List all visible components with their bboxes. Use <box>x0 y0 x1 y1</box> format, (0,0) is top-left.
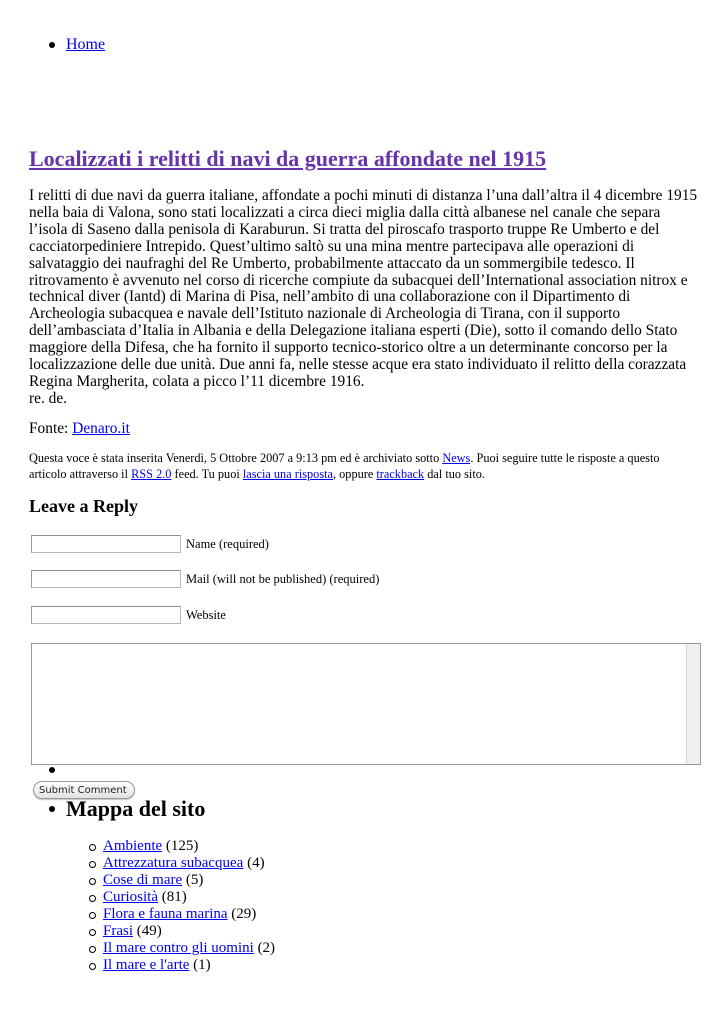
post-source <box>29 420 130 438</box>
submit-comment-button[interactable]: Submit Comment <box>33 781 135 799</box>
comment-textarea[interactable] <box>31 643 701 765</box>
post-meta <box>29 451 699 482</box>
sitemap-title: Mappa del sito <box>66 796 206 821</box>
comment-scrollbar[interactable] <box>686 644 700 764</box>
category-count: (5) <box>185 872 204 888</box>
category-list <box>103 838 275 974</box>
source-link[interactable]: Denaro.it <box>72 420 130 437</box>
category-link[interactable]: Curiosità <box>103 889 158 905</box>
post-content <box>29 188 699 408</box>
category-count: (29) <box>231 906 257 922</box>
website-field[interactable] <box>31 606 181 624</box>
category-item <box>103 940 275 957</box>
category-link[interactable]: Il mare e l'arte <box>103 957 190 973</box>
meta-text-4: , oppure <box>333 466 374 481</box>
category-link[interactable]: Ambiente <box>103 838 163 854</box>
category-count: (49) <box>136 923 162 939</box>
trackback-link[interactable]: trackback <box>376 466 425 481</box>
post-body-paragraph: I relitti di due navi da guerra italiane, affondate a pochi minuti di distanza l’una dall’altra il 4 dicembre 1915 nella baia di Valona, sono stati localizzati a circa dieci miglia dalla città albanese nel canale che separa l’isola di Saseno dalla penisola di Karaburun. Si tratta del piroscafo trasporto truppe Re Umberto e del cacciatorpediniere Intrepido. Quest’ultimo saltò su una mina mentre partecipava alle operazioni di salvataggio dei naufraghi del Re Umberto, probabilmente attaccato da un sommergibile tedesco. Il ritrovamento è avvenuto nel corso di ricerche compiute da subacquei dell’International association nitrox e technical diver (Iantd) di Marina di Pisa, nell’ambito di una collaborazione con il Dipartimento di Archeologia subacquea e navale dell’Istituto nazionale di Archeologia di Tirana, con il supporto dell’ambasciata d’Italia in Albania e della Delegazione italiana esperti (Die), sotto il comando dello Stato maggiore della Difesa, che ha fornito il supporto tecnico-storico oltre a un determinante concorso per la localizzazione delle due unità. Due anni fa, nelle stesse acque era stato individuato il relitto della corazzata Regina Margherita, colata a picco l’11 dicembre 1916. <box>29 187 698 390</box>
category-link[interactable]: Cose di mare <box>103 872 183 888</box>
rss-link[interactable]: RSS 2.0 <box>131 466 172 481</box>
source-prefix: Fonte: <box>29 420 69 437</box>
category-item <box>103 906 275 923</box>
nav-home-link[interactable]: Home <box>66 36 106 53</box>
circle-bullet-icon <box>89 844 96 851</box>
category-link[interactable]: Il mare contro gli uomini <box>103 940 254 956</box>
category-count: (81) <box>161 889 187 905</box>
circle-bullet-icon <box>89 912 96 919</box>
circle-bullet-icon <box>89 946 96 953</box>
category-item <box>103 957 275 974</box>
name-field[interactable] <box>31 535 181 553</box>
category-item <box>103 872 275 889</box>
circle-bullet-icon <box>89 963 96 970</box>
meta-text-1: Questa voce è stata inserita Venerdì, 5 Ottobre 2007 a 9:13 pm ed è archiviato sotto <box>29 451 440 465</box>
post-signature: re. de. <box>29 389 68 407</box>
name-label: Name (required) <box>186 537 269 551</box>
meta-text-2: . Puoi seguire tutte le risposte a questo articolo attraverso il <box>29 451 660 481</box>
mail-label: Mail (will not be published) (required) <box>186 572 380 586</box>
category-count: (1) <box>193 957 211 973</box>
meta-text-5: dal tuo sito. <box>427 466 485 481</box>
leave-reply-link[interactable]: lascia una risposta <box>242 466 333 481</box>
category-count: (4) <box>247 855 265 871</box>
category-link[interactable]: Flora e fauna marina <box>103 906 228 922</box>
bullet-icon <box>49 806 55 812</box>
circle-bullet-icon <box>89 861 96 868</box>
category-link[interactable]: Frasi <box>103 923 133 939</box>
circle-bullet-icon <box>89 895 96 902</box>
website-label: Website <box>186 608 226 622</box>
post-title <box>29 143 546 175</box>
category-item <box>103 855 275 872</box>
category-item <box>103 923 275 940</box>
category-link[interactable]: News <box>442 451 471 465</box>
bullet-icon <box>49 42 55 48</box>
category-count: (2) <box>257 940 276 956</box>
post-title-link[interactable]: Localizzati i relitti di navi da guerra affondate nel 1915 <box>29 146 547 171</box>
category-item <box>103 838 275 855</box>
category-count: (125) <box>165 838 199 854</box>
circle-bullet-icon <box>89 878 96 885</box>
reply-title: Leave a Reply <box>29 496 138 516</box>
category-item <box>103 889 275 906</box>
top-nav <box>66 35 105 55</box>
bullet-icon <box>49 767 55 773</box>
circle-bullet-icon <box>89 929 96 936</box>
category-link[interactable]: Attrezzatura subacquea <box>103 855 244 871</box>
meta-text-3: feed. Tu puoi <box>174 466 240 481</box>
mail-field[interactable] <box>31 570 181 588</box>
